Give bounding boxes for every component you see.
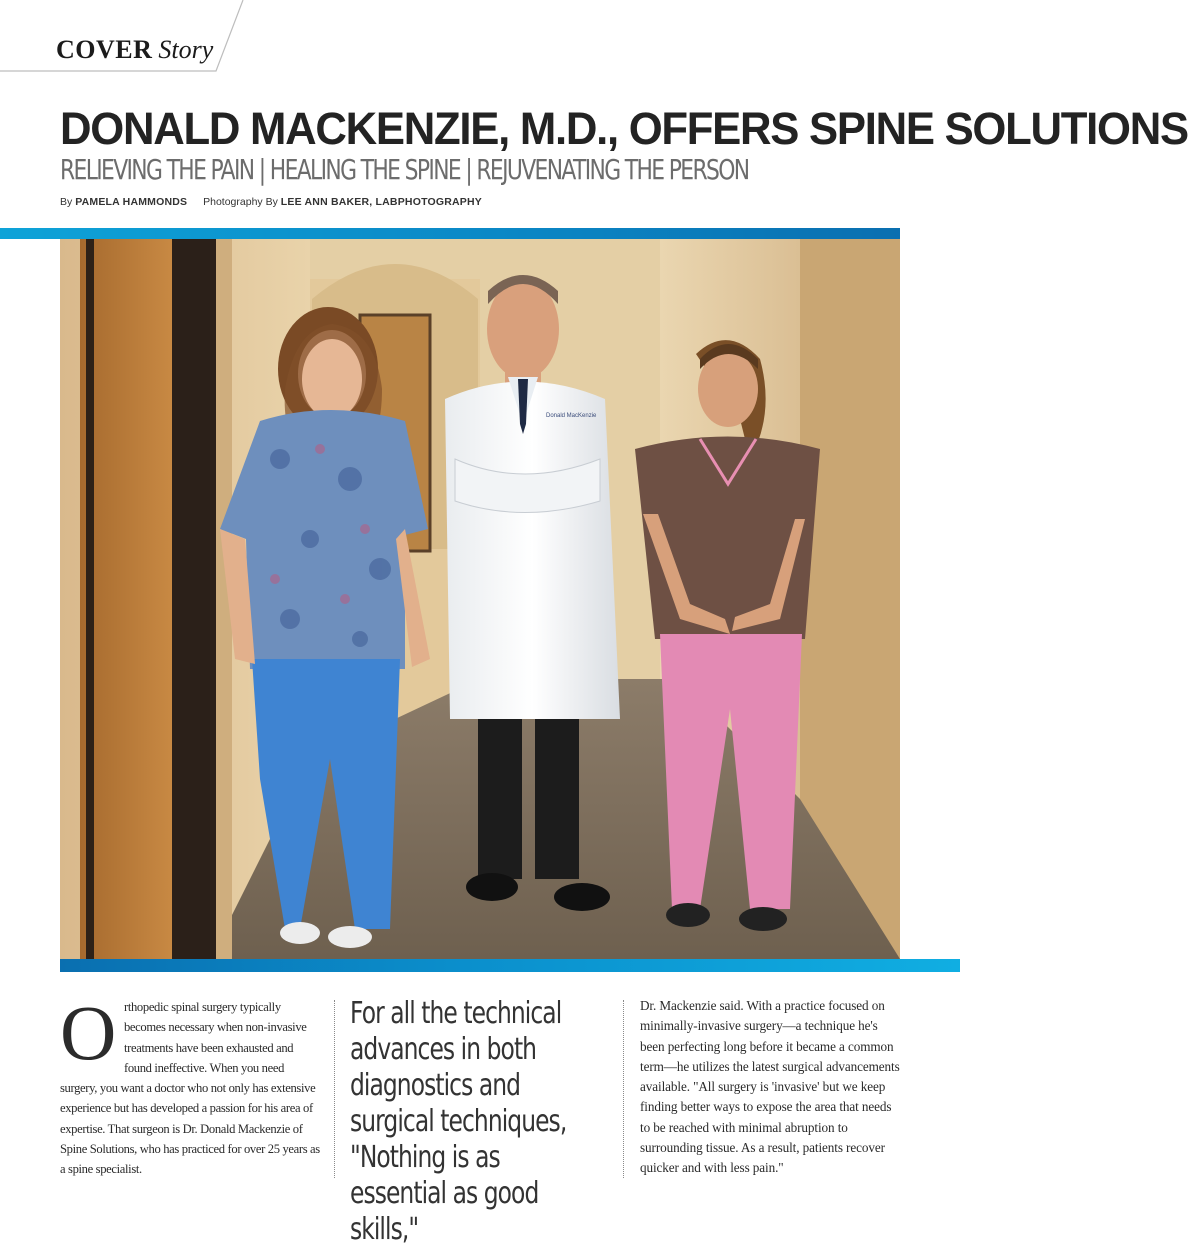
cover-photo bbox=[60, 239, 900, 959]
section-label bbox=[56, 34, 213, 65]
article-column-left bbox=[60, 989, 322, 1180]
article-column-right: Dr. Mackenzie said. With a practice focused on minimally-invasive surgery—a technique he's been perfecting long before it became a common term—he utilizes the latest surgical advancements available. "All surgery is 'invasive' but we keep finding better ways to expose the area that needs to be reached with minimal abruption to surrounding tissue. As a result, patients recover quicker and with less pain." bbox=[640, 998, 900, 1176]
drop-cap: O bbox=[60, 989, 116, 1076]
section-tab bbox=[0, 0, 260, 74]
byline-prefix: By bbox=[60, 196, 73, 208]
section-label-cover: COVER bbox=[56, 35, 153, 64]
column-divider-left bbox=[334, 1000, 335, 1178]
accent-bar-bottom bbox=[60, 959, 960, 972]
photo-credit-name: LEE ANN BAKER, LABPHOTOGRAPHY bbox=[280, 196, 482, 208]
subheadline: RELIEVING THE PAIN | HEALING THE SPINE | REJUVENATING THE PERSON bbox=[60, 153, 749, 186]
article-text-left: rthopedic spinal surgery typically becomes necessary when non-invasive treatments have been exhausted and found ineffective. When you need surgery, you want a doctor who not only has extensive experience but has developed a passion for his area of expertise. That surgeon is Dr. Donald Mackenzie of Spine Solutions, who has practiced for over 25 years as a spine specialist. bbox=[60, 1000, 320, 1177]
section-label-story: Story bbox=[158, 35, 214, 64]
byline-author: PAMELA HAMMONDS bbox=[75, 196, 188, 208]
headline: DONALD MACKENZIE, M.D., OFFERS SPINE SOLUTIONS bbox=[60, 103, 1188, 154]
pull-quote: For all the technical advances in both diagnostics and surgical techniques, "Nothing is as essential as good skills," bbox=[350, 996, 567, 1247]
accent-bar-top bbox=[0, 228, 900, 239]
byline bbox=[60, 195, 482, 209]
photo-credit-prefix: Photography By bbox=[203, 196, 278, 208]
coat-embroidery: Donald MacKenzie bbox=[546, 413, 597, 419]
column-divider-right bbox=[623, 1000, 624, 1178]
